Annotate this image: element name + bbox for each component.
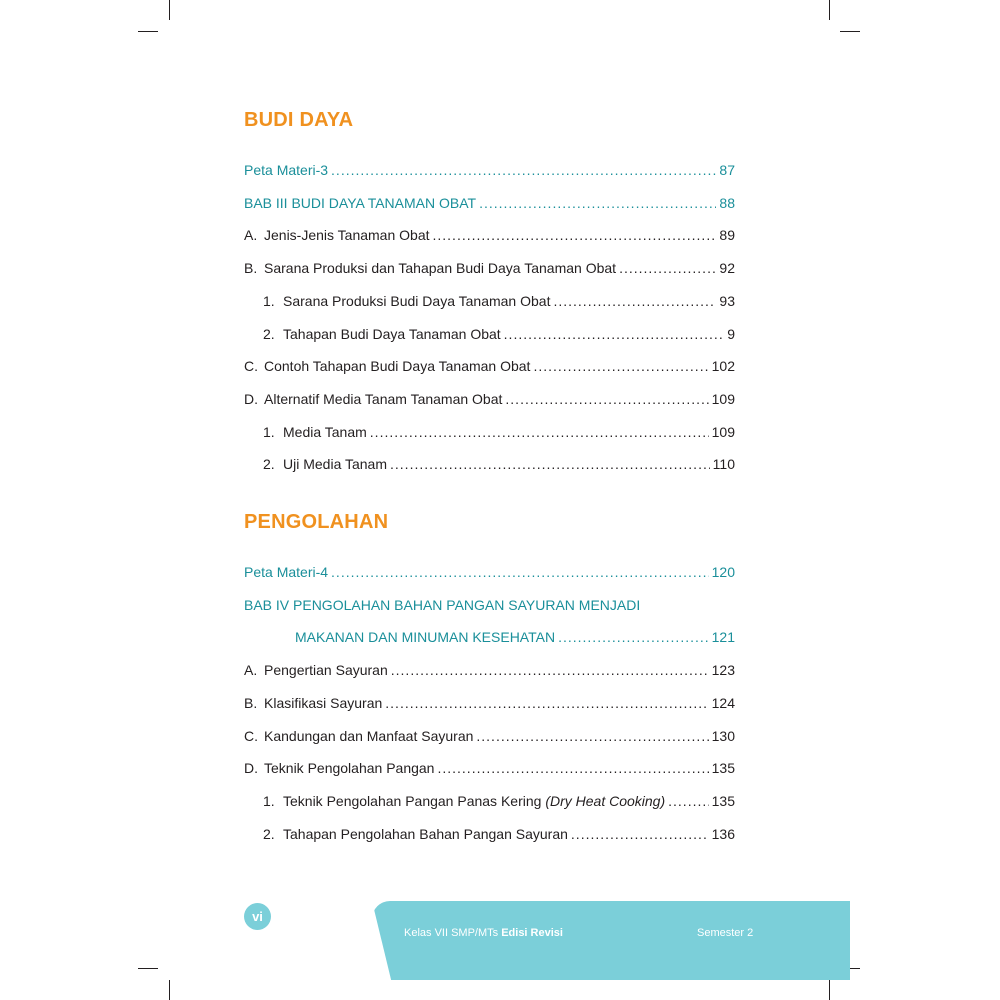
toc-entry-number: C.	[244, 358, 258, 375]
toc-entry	[244, 162, 735, 182]
toc-entry-number: 2.	[263, 456, 275, 473]
toc-page-number: 110	[712, 456, 735, 473]
crop-mark	[829, 0, 830, 20]
toc-entry-number: 1.	[263, 792, 275, 809]
toc-entry-italic-text: (Dry Heat Cooking)	[545, 792, 666, 809]
toc-entry-text: Media Tanam	[283, 423, 367, 440]
toc-dot-leader	[558, 629, 709, 645]
toc-entry	[244, 760, 735, 780]
toc-entry-text: BAB IV PENGOLAHAN BAHAN PANGAN SAYURAN MENJADI	[244, 596, 641, 613]
crop-mark	[138, 968, 158, 969]
toc-entry-label	[244, 195, 476, 211]
toc-entry	[263, 826, 735, 846]
toc-entry-number: A.	[244, 227, 258, 244]
section-heading-pengolahan: PENGOLAHAN	[244, 511, 389, 533]
toc-entry-number: D.	[244, 760, 258, 777]
toc-page-number: 135	[711, 760, 735, 777]
toc-entry-label	[244, 358, 530, 374]
toc-entry-label	[244, 162, 328, 178]
toc-entry-number: 2.	[263, 825, 275, 842]
crop-mark	[169, 0, 170, 20]
toc-entry	[295, 629, 735, 649]
toc-entry-label	[244, 564, 328, 580]
toc-dot-leader	[619, 260, 716, 276]
toc-dot-leader	[391, 662, 709, 678]
toc-entry	[263, 456, 735, 476]
toc-entry-text: Sarana Produksi Budi Daya Tanaman Obat	[283, 292, 551, 309]
toc-entry-label	[244, 260, 616, 276]
toc-page-number: 120	[711, 564, 735, 580]
toc-page-number: 123	[711, 662, 735, 679]
toc-entry-text: Contoh Tahapan Budi Daya Tanaman Obat	[264, 358, 531, 375]
toc-entry-number: 1.	[263, 423, 275, 440]
toc-entry-number: C.	[244, 727, 258, 744]
toc-entry-text: Kandungan dan Manfaat Sayuran	[264, 727, 474, 744]
toc-entry	[263, 793, 735, 813]
toc-entry-number: B.	[244, 260, 258, 277]
footer-bar	[372, 901, 850, 980]
toc-page-number: 9	[727, 325, 735, 342]
toc-page-number: 89	[719, 227, 735, 244]
toc-entry	[244, 358, 735, 378]
toc-page-number: 121	[711, 629, 735, 646]
crop-mark	[840, 31, 860, 32]
toc-dot-leader	[476, 728, 708, 744]
toc-entry-label	[244, 728, 473, 744]
toc-dot-leader	[390, 456, 710, 472]
toc-dot-leader	[331, 162, 716, 178]
toc-entry-label	[244, 597, 640, 613]
footer-book-title: Kelas VII SMP/MTs Edisi Revisi	[404, 927, 563, 939]
toc-dot-leader	[370, 424, 709, 440]
toc-entry-text: Uji Media Tanam	[283, 456, 388, 473]
toc-entry-label	[263, 826, 568, 842]
toc-entry-number: 2.	[263, 325, 275, 342]
toc-entry	[244, 728, 735, 748]
toc-entry-text: Sarana Produksi dan Tahapan Budi Daya Tanaman Obat	[264, 260, 617, 277]
toc-dot-leader	[553, 293, 716, 309]
toc-entry-text: Tahapan Budi Daya Tanaman Obat	[283, 325, 501, 342]
toc-entry	[244, 662, 735, 682]
toc-entry-text: Tahapan Pengolahan Bahan Pangan Sayuran	[283, 825, 568, 842]
toc-dot-leader	[433, 227, 717, 243]
toc-entry	[263, 326, 735, 346]
toc-entry-number: B.	[244, 694, 258, 711]
toc-page-number: 102	[711, 358, 735, 375]
toc-dot-leader	[479, 195, 716, 211]
toc-dot-leader	[331, 564, 709, 580]
crop-mark	[138, 31, 158, 32]
toc-entry	[244, 564, 735, 584]
crop-mark	[169, 980, 170, 1000]
toc-entry-label	[244, 227, 430, 243]
toc-entry-text: Teknik Pengolahan Pangan Panas Kering	[283, 792, 546, 809]
toc-entry-text: Peta Materi-3	[244, 162, 329, 178]
toc-entry-label	[263, 456, 387, 472]
toc-dot-leader	[385, 695, 708, 711]
toc-entry	[263, 424, 735, 444]
toc-entry-text: Peta Materi-4	[244, 564, 329, 580]
toc-dot-leader	[571, 826, 709, 842]
toc-entry-text: Pengertian Sayuran	[264, 662, 388, 679]
toc-entry	[244, 227, 735, 247]
toc-entry-number: D.	[244, 390, 258, 407]
toc-page-number: 109	[711, 423, 735, 440]
toc-entry-text: Jenis-Jenis Tanaman Obat	[264, 227, 430, 244]
crop-mark	[829, 980, 830, 1000]
toc-page-number: 130	[711, 727, 735, 744]
page-number-badge: vi	[244, 903, 271, 930]
toc-entry	[244, 260, 735, 280]
toc-entry-label	[295, 629, 555, 645]
toc-page-number: 109	[711, 390, 735, 407]
toc-dot-leader	[533, 358, 708, 374]
toc-dot-leader	[505, 391, 708, 407]
toc-entry-label	[244, 391, 502, 407]
section-heading-budi-daya: BUDI DAYA	[244, 109, 354, 131]
toc-entry-label	[263, 293, 550, 309]
toc-page-number: 93	[719, 292, 735, 309]
toc-entry-text: BAB III BUDI DAYA TANAMAN OBAT	[244, 194, 477, 211]
toc-entry-text: Klasifikasi Sayuran	[264, 694, 383, 711]
toc-page-number: 135	[711, 792, 735, 809]
toc-entry-label	[244, 695, 382, 711]
toc-entry	[244, 695, 735, 715]
toc-entry-text: MAKANAN DAN MINUMAN KESEHATAN	[295, 629, 556, 646]
toc-page-number: 124	[711, 694, 735, 711]
toc-entry-label	[244, 760, 434, 776]
toc-entry-number: A.	[244, 662, 258, 679]
toc-page-number: 136	[711, 825, 735, 842]
footer-semester: Semester 2	[697, 927, 754, 939]
toc-page-number: 87	[719, 162, 735, 178]
toc-entry-label	[263, 424, 367, 440]
toc-entry-text: Teknik Pengolahan Pangan	[264, 760, 435, 777]
toc-dot-leader	[668, 793, 709, 809]
toc-entry	[244, 597, 735, 617]
toc-entry-label	[263, 326, 501, 342]
toc-page-number: 92	[719, 260, 735, 277]
toc-dot-leader	[437, 760, 708, 776]
toc-entry	[244, 391, 735, 411]
toc-entry-number: 1.	[263, 292, 275, 309]
toc-entry	[244, 195, 735, 215]
toc-entry-text: Alternatif Media Tanam Tanaman Obat	[264, 390, 503, 407]
toc-dot-leader	[504, 326, 725, 342]
toc-entry	[263, 293, 735, 313]
toc-page-number: 88	[719, 194, 735, 211]
toc-entry-label	[263, 793, 665, 809]
toc-entry-label	[244, 662, 388, 678]
